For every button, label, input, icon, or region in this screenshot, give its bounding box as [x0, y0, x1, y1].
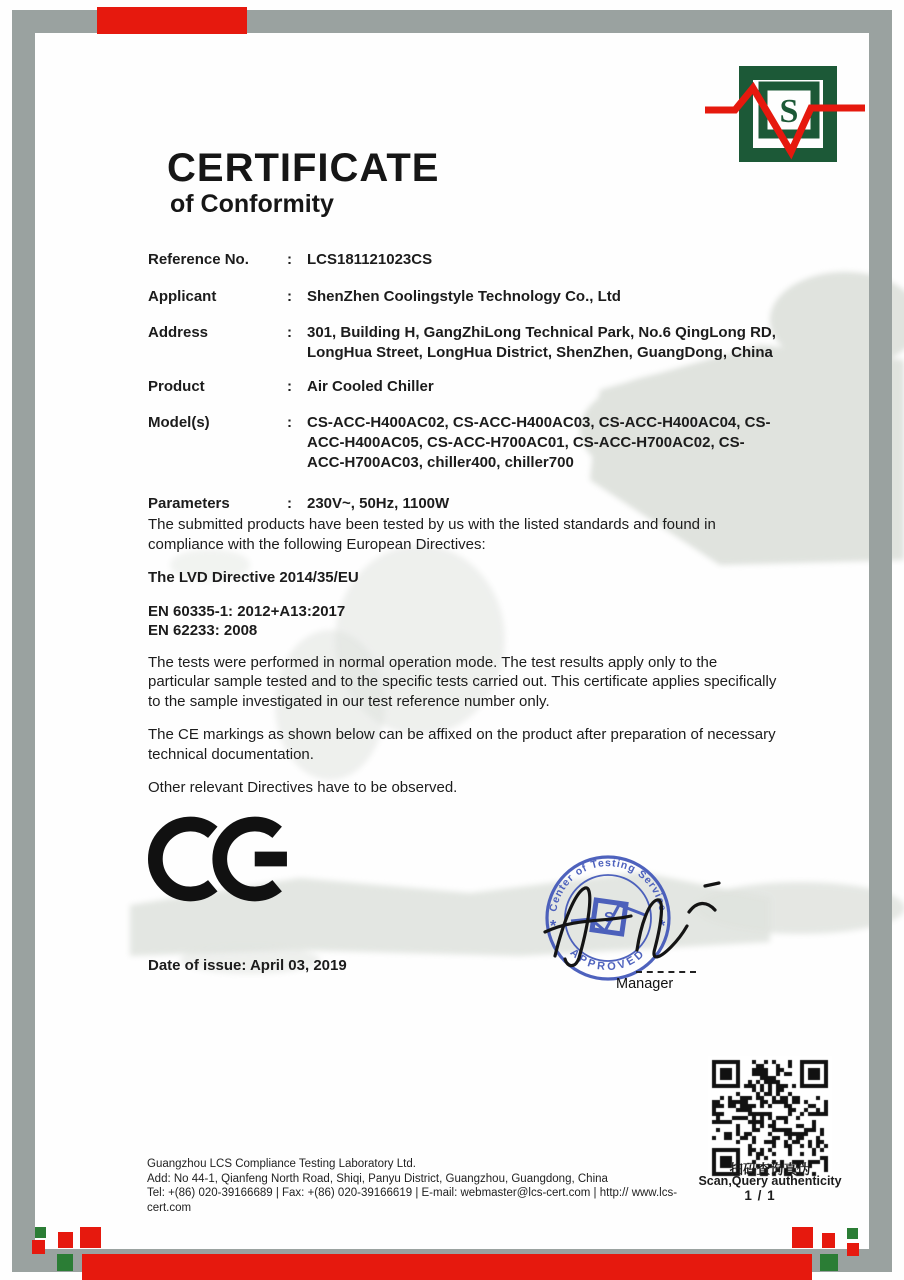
field-value: ShenZhen Coolingstyle Technology Co., Ltd — [307, 288, 621, 305]
manager-signature — [535, 868, 735, 978]
footer-contact: Tel: +(86) 020-39166689 | Fax: +(86) 020-39166619 | E-mail: webmaster@lcs-cert.com | http:// www.lcs-cert.com — [147, 1187, 678, 1214]
stamp-arc-bottom-text: APPROVED — [567, 946, 649, 974]
ce-mark — [147, 813, 299, 905]
field-label: Reference No. — [148, 251, 249, 268]
intro-paragraph: The submitted products have been tested by us with the listed standards and found in compliance with the following European Directives: — [148, 516, 716, 553]
field-label: Address — [148, 324, 209, 341]
tests-paragraph: The tests were performed in normal operation mode. The test results apply only to the particular sample tested and to the specific tests carried out. This certificate applies specifically to the sample investigated in our test reference number only. — [148, 653, 777, 710]
stamp-asterisk: * — [550, 918, 557, 935]
qr-caption-chinese: 扫码查询真伪 — [729, 1162, 811, 1177]
field-address: Address : 301, Building H, GangZhiLong Technical Park, No.6 QingLong RD, LongHua Street, LongHua District, ShenZhen, GuangDong, China — [148, 323, 780, 363]
other-directives-paragraph: Other relevant Directives have to be observed. — [148, 779, 458, 796]
standard-line: EN 60335-1: 2012+A13:2017 — [148, 602, 346, 620]
field-value: 230V~, 50Hz, 1100W — [307, 495, 450, 512]
date-of-issue: Date of issue: April 03, 2019 — [148, 957, 347, 974]
field-reference-no: Reference No. : LCS181121023CS — [148, 250, 780, 270]
field-value: LCS181121023CS — [307, 251, 433, 268]
footer-company: Guangzhou LCS Compliance Testing Laboratory Ltd. — [147, 1158, 416, 1170]
certificate-title: CERTIFICATE — [167, 146, 440, 190]
ce-paragraph: The CE markings as shown below can be affixed on the product after preparation of necessary technical documentation. — [148, 726, 776, 763]
signer-title: Manager — [616, 976, 674, 992]
field-value: CS-ACC-H400AC02, CS-ACC-H400AC03, CS-ACC-H400AC04, CS-ACC-H400AC05, CS-ACC-H700AC01, CS-ACC-H700AC02, CS-ACC-H700AC03, chiller400, chiller700 — [307, 414, 771, 471]
footer-block — [147, 1157, 707, 1215]
certificate-subtitle: of Conformity — [170, 190, 334, 218]
field-parameters: Parameters : 230V~, 50Hz, 1100W — [148, 494, 780, 514]
field-value: 301, Building H, GangZhiLong Technical Park, No.6 QingLong RD, LongHua Street, LongHua District, ShenZhen, GuangDong, China — [307, 324, 776, 361]
page-number: 1 / 1 — [744, 1188, 776, 1203]
directive-line: The LVD Directive 2014/35/EU — [148, 569, 359, 586]
field-label: Parameters — [148, 495, 230, 512]
footer-address: Add: No 44-1, Qianfeng North Road, Shiqi, Panyu District, Guangzhou, Guangdong, China — [147, 1172, 608, 1185]
certificate-fields — [148, 250, 780, 514]
stamp-asterisk: * — [659, 918, 666, 935]
qr-caption-english: Scan,Query authenticity — [698, 1174, 842, 1188]
standards-list — [148, 602, 780, 641]
field-label: Product — [148, 378, 205, 395]
lcs-logo-letter: S — [779, 93, 799, 130]
field-label: Applicant — [148, 288, 217, 305]
stamp-arc-top-text: Center of Testing Service — [547, 857, 669, 913]
field-models: Model(s) : CS-ACC-H400AC02, CS-ACC-H400AC03, CS-ACC-H400AC04, CS-ACC-H400AC05, CS-ACC-H700AC01, CS-ACC-H700AC02, CS-ACC-H700AC03, chiller400, chiller700 — [148, 413, 780, 473]
signature-dashed-line — [636, 971, 696, 973]
field-label: Model(s) — [148, 414, 210, 431]
field-applicant: Applicant : ShenZhen Coolingstyle Technology Co., Ltd — [148, 287, 780, 307]
lcs-logo — [705, 58, 865, 170]
stamp-logo-letter: S — [603, 909, 615, 926]
field-value: Air Cooled Chiller — [307, 378, 434, 395]
field-product: Product : Air Cooled Chiller — [148, 377, 780, 397]
standard-line: EN 62233: 2008 — [148, 622, 258, 639]
certificate-body — [148, 515, 780, 812]
